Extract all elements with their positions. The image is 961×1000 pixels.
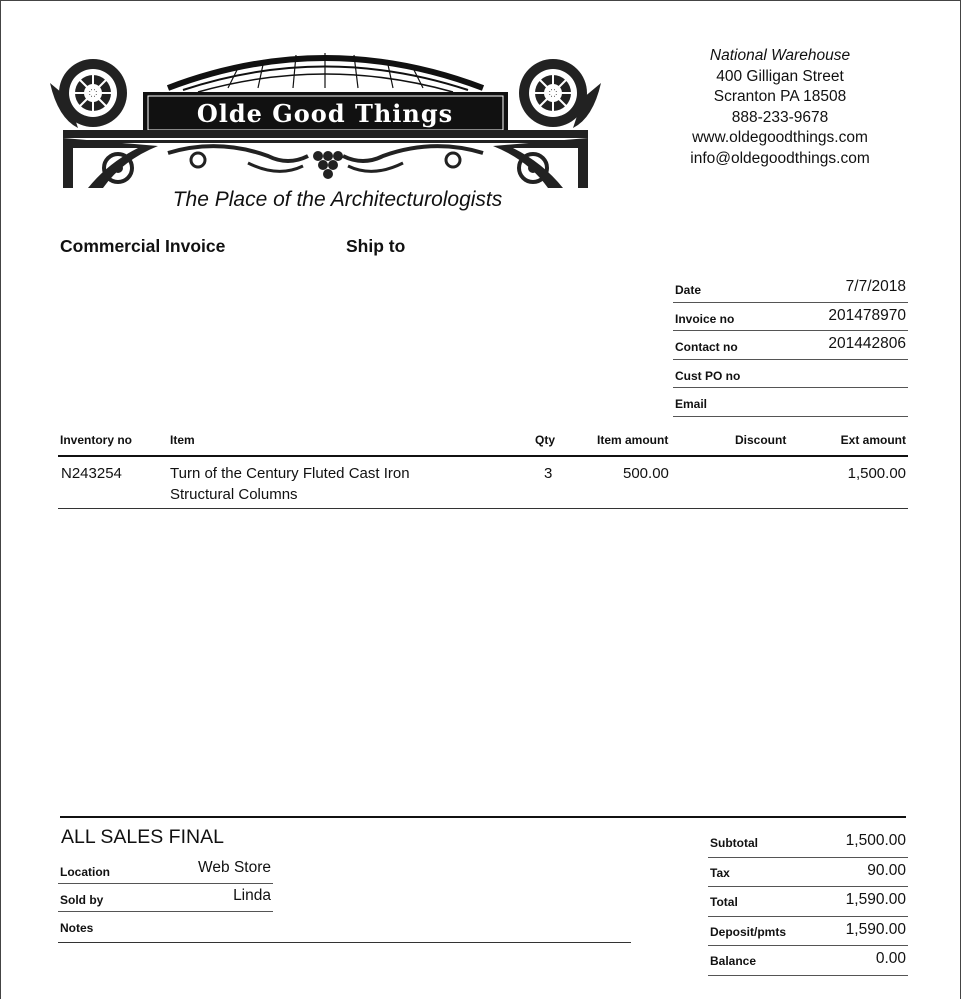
- cell-item-description: [170, 464, 410, 505]
- email-link[interactable]: info@oldegoodthings.com: [690, 149, 870, 167]
- totals-row-subtotal: [708, 828, 908, 858]
- column-header-inventory: Inventory no: [60, 433, 133, 447]
- meta-label: Contact no: [675, 340, 738, 354]
- phone-number: 888-233-9678: [731, 108, 829, 126]
- invoice-meta-table: [673, 274, 908, 417]
- totals-label: Deposit/pmts: [710, 924, 787, 939]
- totals-row-total: [708, 887, 908, 917]
- column-header-ext-amount: Ext amount: [840, 433, 906, 447]
- totals-table: [708, 828, 908, 976]
- meta-label: Cust PO no: [675, 368, 741, 383]
- totals-row-tax: [708, 858, 908, 888]
- document-title: Commercial Invoice: [60, 236, 226, 256]
- location-label: Location: [60, 865, 110, 879]
- totals-value: 1,500.00: [845, 832, 906, 849]
- totals-row-balance: [708, 946, 908, 976]
- sold-by-row: [58, 883, 273, 912]
- meta-value: 201442806: [828, 335, 906, 352]
- sold-by-value: Linda: [233, 887, 271, 904]
- meta-row-contact-no: [673, 331, 908, 360]
- table-row: [58, 458, 908, 509]
- cell-item-amount: 500.00: [623, 465, 669, 482]
- meta-row-invoice-no: [673, 303, 908, 332]
- meta-row-date: [673, 274, 908, 303]
- items-table-header: [58, 430, 908, 457]
- totals-value: 1,590.00: [845, 920, 906, 938]
- meta-row-cust-po-no: [673, 360, 908, 389]
- location-row: [58, 855, 273, 884]
- footer-divider: [60, 816, 906, 818]
- cell-inventory-no: N243254: [61, 465, 122, 482]
- cell-ext-amount: 1,500.00: [847, 465, 906, 482]
- totals-label: Tax: [710, 865, 730, 880]
- warehouse-name: National Warehouse: [709, 47, 851, 64]
- ship-to-label: Ship to: [346, 236, 406, 256]
- meta-label: Date: [675, 283, 702, 297]
- totals-value: 90.00: [867, 861, 906, 879]
- city-state-zip: Scranton PA 18508: [713, 88, 847, 105]
- tagline: The Place of the Architecturologists: [172, 188, 503, 211]
- street-address: 400 Gilligan Street: [716, 67, 844, 85]
- column-header-item-amount: Item amount: [597, 433, 669, 447]
- meta-value: 201478970: [828, 306, 906, 324]
- meta-row-email: [673, 388, 908, 417]
- totals-value: 0.00: [875, 950, 906, 967]
- olde-good-things-logo: [48, 38, 603, 193]
- totals-row-deposit: [708, 917, 908, 947]
- item-line-2: Structural Columns: [170, 485, 298, 503]
- meta-value: 7/7/2018: [845, 278, 906, 295]
- sales-final-notice: ALL SALES FINAL: [61, 826, 224, 848]
- notes-row: [58, 915, 631, 943]
- column-header-discount: Discount: [735, 433, 787, 447]
- totals-value: 1,590.00: [845, 891, 906, 908]
- notes-label: Notes: [60, 921, 94, 935]
- column-header-qty: Qty: [535, 433, 556, 447]
- cell-qty: 3: [544, 465, 553, 482]
- sold-by-label: Sold by: [60, 893, 104, 907]
- column-header-item: Item: [170, 433, 195, 447]
- meta-label: Email: [675, 397, 708, 411]
- company-address: [660, 46, 900, 169]
- totals-label: Subtotal: [710, 836, 758, 850]
- logo-wordmark: Olde Good Things: [196, 99, 454, 128]
- meta-label: Invoice no: [675, 311, 735, 326]
- website-link[interactable]: www.oldegoodthings.com: [692, 129, 868, 146]
- totals-label: Balance: [710, 954, 757, 968]
- item-line-1: Turn of the Century Fluted Cast Iron: [170, 465, 410, 482]
- location-value: Web Store: [198, 859, 271, 876]
- totals-label: Total: [710, 895, 738, 909]
